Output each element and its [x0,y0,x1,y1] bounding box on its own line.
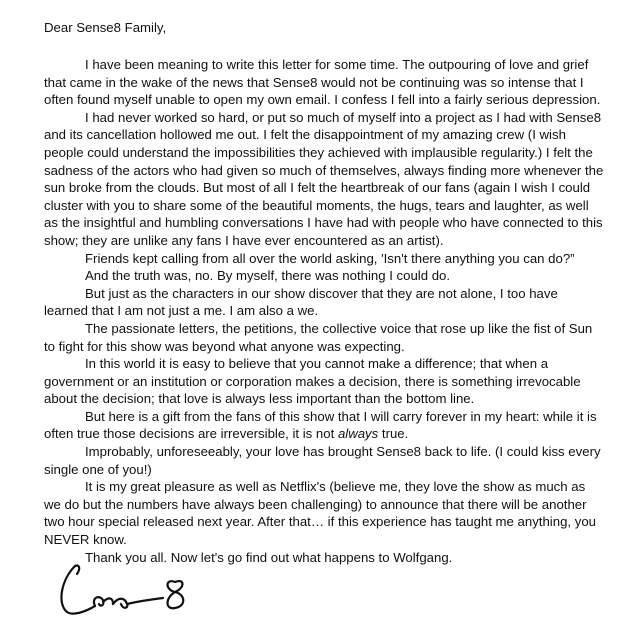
paragraph-8-text: But here is a gift from the fans of this show that I will carry forever in my heart: while it is often true those decisions are irreversible, it is not [44,408,597,442]
paragraph-5: But just as the characters in our show discover that they are not alone, I too have learned that I am not just a me. I am also a we. [44,285,558,319]
handwritten-signature [55,560,215,622]
paragraph-6: The passionate letters, the petitions, the collective voice that rose up like the fist of Sun to fight for this show was beyond what anyone was expecting. [44,320,593,354]
paragraph-11: Thank you all. Now let's go find out what happens to Wolfgang. [85,549,453,565]
paragraph-3: Friends kept calling from all over the world asking, 'Isn't there anything you can do?” [85,250,575,266]
paragraph-1: I have been meaning to write this letter for some time. The outpouring of love and grief that came in the wake of the news that Sense8 would not be continuing was so intense that I often found myself unable to open my own email. I confess I fell into a fairly serious depression. [44,57,601,108]
paragraph-8 [44,408,604,443]
paragraph-7: In this world it is easy to believe that you cannot make a difference; that when a government or an institution or corporation makes a decision, there is something irrevocable about the decision; that love is always less important than the bottom line. [44,356,581,407]
salutation: Dear Sense8 Family, [44,20,167,35]
paragraph-8-end: true. [378,426,409,442]
emphasis-always: always [337,426,379,442]
paragraph-2: I had never worked so hard, or put so much of myself into a project as I had with Sense8 and its cancellation hollowed me out. I felt the disappointment of my amazing crew (I wish people could understand the impossibilities they achieved with implausible regularity.) I felt the sadness of the actors who had given so much of themselves, always finding more whenever the sun broke from the clouds. But most of all I felt the heartbreak of our fans (again I wish I could cluster with you to share some of the beautiful moments, the hugs, tears and laughter, as well as the insightful and humbling conversations I have had with people who have connected to this show; they are unlike any fans I have ever encountered as an artist). [44,109,604,248]
letter-body [44,56,604,566]
paragraph-10: It is my great pleasure as well as Netflix's (believe me, they love the show as much as we do but the numbers have always been challenging) to announce that there will be another two hour special released next year. After that… if this experience has taught me anything, you NEVER know. [44,479,596,548]
paragraph-4: And the truth was, no. By myself, there was nothing I could do. [85,268,451,284]
paragraph-9: Improbably, unforeseeably, your love has brought Sense8 back to life. (I could kiss every single one of you!) [44,444,601,477]
